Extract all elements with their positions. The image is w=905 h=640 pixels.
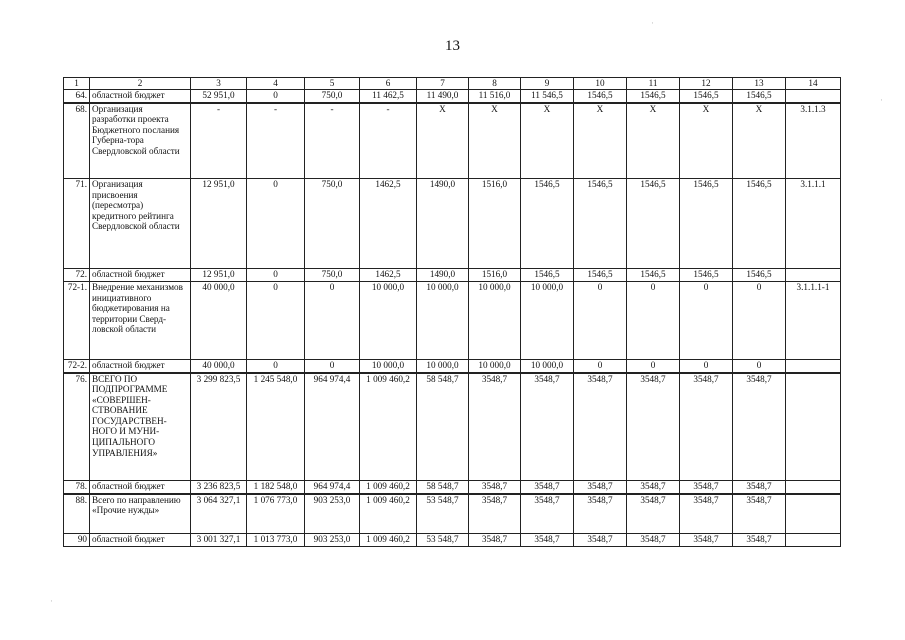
value-cell: 1546,5 (627, 269, 680, 282)
value-cell: 1546,5 (521, 269, 574, 282)
value-cell: 40 000,0 (191, 282, 247, 360)
value-cell: 750,0 (305, 90, 360, 103)
column-header: 5 (305, 78, 360, 90)
value-cell: 10 000,0 (417, 282, 469, 360)
value-cell: 750,0 (305, 179, 360, 269)
value-cell: - (305, 103, 360, 179)
column-header: 7 (417, 78, 469, 90)
value-cell: 3548,7 (574, 373, 627, 481)
row-description: Всего по направлению «Прочие нужды» (90, 494, 191, 534)
table-row (64, 373, 841, 481)
value-cell: 3548,7 (521, 481, 574, 494)
value-cell: 3548,7 (680, 481, 733, 494)
value-cell: 3548,7 (469, 373, 521, 481)
value-cell: 3548,7 (733, 481, 786, 494)
value-cell: 3 299 823,5 (191, 373, 247, 481)
value-cell: 1462,5 (360, 179, 417, 269)
column-header: 8 (469, 78, 521, 90)
value-cell: 53 548,7 (417, 494, 469, 534)
row-number: 71. (64, 179, 90, 269)
row-number: 76. (64, 373, 90, 481)
value-cell: 1546,5 (733, 179, 786, 269)
value-cell: 1516,0 (469, 179, 521, 269)
table-row (64, 103, 841, 179)
value-cell: 1 009 460,2 (360, 373, 417, 481)
row-description: областной бюджет (90, 534, 191, 547)
value-cell: X (627, 103, 680, 179)
target-code-cell (786, 494, 841, 534)
value-cell: - (191, 103, 247, 179)
row-number: 64. (64, 90, 90, 103)
value-cell: 3548,7 (680, 373, 733, 481)
value-cell: 58 548,7 (417, 481, 469, 494)
value-cell: 10 000,0 (469, 360, 521, 373)
value-cell: 3 236 823,5 (191, 481, 247, 494)
column-header: 14 (786, 78, 841, 90)
value-cell: 1490,0 (417, 179, 469, 269)
value-cell: 903 253,0 (305, 534, 360, 547)
value-cell: - (247, 103, 305, 179)
table-row (64, 179, 841, 269)
scan-mark: · (651, 18, 654, 28)
value-cell: 58 548,7 (417, 373, 469, 481)
value-cell: 0 (247, 282, 305, 360)
value-cell: 1546,5 (574, 269, 627, 282)
table-row (64, 534, 841, 547)
value-cell: 3 064 327,1 (191, 494, 247, 534)
value-cell: 3 001 327,1 (191, 534, 247, 547)
value-cell: 1 013 773,0 (247, 534, 305, 547)
target-code-cell (786, 360, 841, 373)
value-cell: 1 245 548,0 (247, 373, 305, 481)
value-cell: 903 253,0 (305, 494, 360, 534)
row-description: областной бюджет (90, 360, 191, 373)
value-cell: 3548,7 (574, 481, 627, 494)
value-cell: 3548,7 (627, 481, 680, 494)
column-header: 13 (733, 78, 786, 90)
value-cell: 1546,5 (574, 179, 627, 269)
row-description: областной бюджет (90, 90, 191, 103)
column-header: 2 (90, 78, 191, 90)
target-code-cell (786, 90, 841, 103)
value-cell: X (469, 103, 521, 179)
value-cell: X (574, 103, 627, 179)
value-cell: 53 548,7 (417, 534, 469, 547)
row-description: областной бюджет (90, 481, 191, 494)
value-cell: 11 462,5 (360, 90, 417, 103)
value-cell: 0 (247, 179, 305, 269)
value-cell: 1 009 460,2 (360, 481, 417, 494)
target-code-cell (786, 373, 841, 481)
value-cell: 0 (680, 360, 733, 373)
value-cell: 1546,5 (627, 90, 680, 103)
column-header: 10 (574, 78, 627, 90)
table-row (64, 282, 841, 360)
value-cell: 10 000,0 (469, 282, 521, 360)
value-cell: 750,0 (305, 269, 360, 282)
row-number: 68. (64, 103, 90, 179)
value-cell: 3548,7 (469, 481, 521, 494)
value-cell: 3548,7 (733, 373, 786, 481)
value-cell: 11 516,0 (469, 90, 521, 103)
row-description: Внедрение механизмов инициативного бюджетирования на территории Сверд-ловской области (90, 282, 191, 360)
value-cell: 11 490,0 (417, 90, 469, 103)
row-description: Организация разработки проекта Бюджетного послания Губерна-тора Свердловской области (90, 103, 191, 179)
value-cell: 52 951,0 (191, 90, 247, 103)
value-cell: 0 (627, 360, 680, 373)
value-cell: 3548,7 (680, 534, 733, 547)
value-cell: 1546,5 (627, 179, 680, 269)
value-cell: 1546,5 (574, 90, 627, 103)
table-row (64, 481, 841, 494)
target-code-cell (786, 269, 841, 282)
value-cell: 1516,0 (469, 269, 521, 282)
value-cell: 1 009 460,2 (360, 494, 417, 534)
value-cell: 3548,7 (521, 494, 574, 534)
value-cell: 3548,7 (733, 534, 786, 547)
row-description: областной бюджет (90, 269, 191, 282)
table-row (64, 360, 841, 373)
table-row (64, 90, 841, 103)
value-cell: 11 546,5 (521, 90, 574, 103)
value-cell: 1546,5 (680, 90, 733, 103)
column-header: 4 (247, 78, 305, 90)
scan-mark: · (50, 596, 53, 606)
value-cell: 0 (733, 360, 786, 373)
target-code-cell (786, 534, 841, 547)
target-code-cell: 3.1.1.3 (786, 103, 841, 179)
value-cell: - (360, 103, 417, 179)
row-description: Организация присвоения (пересмотра) кредитного рейтинга Свердловской области (90, 179, 191, 269)
row-number: 72-2. (64, 360, 90, 373)
value-cell: 1490,0 (417, 269, 469, 282)
value-cell: 12 951,0 (191, 269, 247, 282)
row-number: 72-1. (64, 282, 90, 360)
table-row (64, 494, 841, 534)
row-description: ВСЕГО ПО ПОДПРОГРАММЕ «СОВЕРШЕН-СТВОВАНИЕ ГОСУДАРСТВЕН-НОГО И МУНИ-ЦИПАЛЬНОГО УПРАВЛЕНИЯ» (90, 373, 191, 481)
value-cell: 10 000,0 (417, 360, 469, 373)
value-cell: 10 000,0 (360, 282, 417, 360)
value-cell: 0 (305, 282, 360, 360)
target-code-cell: 3.1.1.1 (786, 179, 841, 269)
value-cell: 10 000,0 (360, 360, 417, 373)
value-cell: X (733, 103, 786, 179)
value-cell: 1546,5 (733, 90, 786, 103)
value-cell: 1 009 460,2 (360, 534, 417, 547)
target-code-cell (786, 481, 841, 494)
value-cell: 3548,7 (574, 494, 627, 534)
header-row (64, 78, 841, 90)
column-header: 1 (64, 78, 90, 90)
table-header (64, 78, 841, 90)
value-cell: 0 (733, 282, 786, 360)
table-body (64, 90, 841, 547)
value-cell: X (417, 103, 469, 179)
value-cell: 3548,7 (627, 534, 680, 547)
value-cell: 0 (247, 360, 305, 373)
column-header: 12 (680, 78, 733, 90)
column-header: 11 (627, 78, 680, 90)
value-cell: 1546,5 (733, 269, 786, 282)
value-cell: 1546,5 (680, 179, 733, 269)
budget-table (63, 77, 841, 547)
value-cell: 964 974,4 (305, 373, 360, 481)
row-number: 90 (64, 534, 90, 547)
value-cell: 0 (680, 282, 733, 360)
value-cell: 3548,7 (574, 534, 627, 547)
row-number: 78. (64, 481, 90, 494)
value-cell: 3548,7 (521, 534, 574, 547)
target-code-cell: 3.1.1.1-1 (786, 282, 841, 360)
value-cell: 0 (627, 282, 680, 360)
value-cell: 0 (574, 282, 627, 360)
table-row (64, 269, 841, 282)
value-cell: 0 (305, 360, 360, 373)
value-cell: 10 000,0 (521, 282, 574, 360)
value-cell: 3548,7 (521, 373, 574, 481)
value-cell: 12 951,0 (191, 179, 247, 269)
value-cell: 3548,7 (733, 494, 786, 534)
value-cell: 3548,7 (680, 494, 733, 534)
column-header: 9 (521, 78, 574, 90)
value-cell: X (521, 103, 574, 179)
row-number: 72. (64, 269, 90, 282)
value-cell: 1462,5 (360, 269, 417, 282)
value-cell: 3548,7 (627, 494, 680, 534)
value-cell: 3548,7 (627, 373, 680, 481)
scan-mark: · (880, 95, 883, 105)
value-cell: 0 (574, 360, 627, 373)
value-cell: 1546,5 (680, 269, 733, 282)
value-cell: 964 974,4 (305, 481, 360, 494)
value-cell: 1 076 773,0 (247, 494, 305, 534)
column-header: 6 (360, 78, 417, 90)
value-cell: 3548,7 (469, 534, 521, 547)
value-cell: 0 (247, 90, 305, 103)
page-number: 13 (445, 38, 460, 54)
value-cell: 10 000,0 (521, 360, 574, 373)
value-cell: 1546,5 (521, 179, 574, 269)
value-cell: X (680, 103, 733, 179)
column-header: 3 (191, 78, 247, 90)
value-cell: 1 182 548,0 (247, 481, 305, 494)
value-cell: 40 000,0 (191, 360, 247, 373)
row-number: 88. (64, 494, 90, 534)
value-cell: 3548,7 (469, 494, 521, 534)
value-cell: 0 (247, 269, 305, 282)
